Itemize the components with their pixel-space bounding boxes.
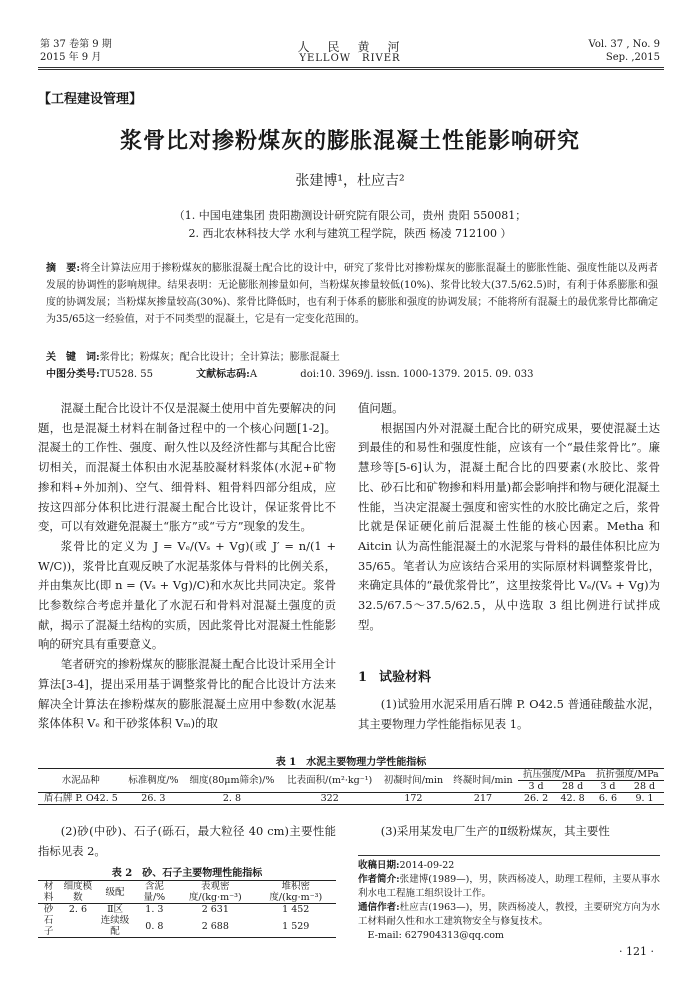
t2-h-material: 材料 xyxy=(43,881,54,903)
author-bio-1-text: 张建博(1989—)，男，陕西杨凌人，助理工程师，主要从事水利水电工程施工组织设计工作。 xyxy=(358,874,660,899)
t2-cell: 砂 xyxy=(43,904,54,915)
t1-cell: 26. 2 xyxy=(523,793,549,804)
t2-cell: 连续级配 xyxy=(100,915,130,937)
t2-cell: 1. 3 xyxy=(145,904,164,915)
left-para-1: 混凝土配合比设计不仅是混凝土使用中首先要解决的问题，也是混凝土材料在制备过程中的一个核心问题[1-2]。混凝土的工作性、强度、耐久性以及经济性都与其配合比密切相关，而混凝土体积由水泥基胶凝材料浆体(水泥+矿物掺和料+外加剂)、空气、细骨料、粗骨料四部分组成，应按这四部分体积比进行混凝土配合比设计，保证浆骨比不变，可以有效避免混凝土“胀方”或“亏方”现象的发生。 xyxy=(38,401,336,534)
t2-cell: 1 529 xyxy=(282,920,310,932)
t2-cell: 石子 xyxy=(43,915,54,937)
t1-cell: 26. 3 xyxy=(141,793,166,804)
abstract-text: 将全计算法应用于掺粉煤灰的膨胀混凝土配合比的设计中，研究了浆骨比对掺粉煤灰的膨胀混凝土的膨胀性能、强度性能以及两者发展的协调性的影响规律。结果表明：无论膨胀剂掺量如何，当粉煤灰掺量较低(10%)、浆骨比较大(37.5/62.5)时，有利于体系膨胀和强度的协调发展；当粉煤灰掺量较高(30%)、浆骨比降低时，也有利于体系的膨胀和强度的协调发展；不能将所有混凝土的最优浆骨比都确定为35/65这一经验值，对于不同类型的混凝土，它是有一定变化范围的。 xyxy=(46,263,658,325)
table-2 xyxy=(38,880,336,938)
t2-cell: 0. 8 xyxy=(145,920,164,932)
t2-cell: Ⅱ区 xyxy=(107,904,124,915)
abstract-label: 摘 要: xyxy=(46,263,81,274)
t2-cell: 1 452 xyxy=(282,904,310,915)
t1-cell: 6. 6 xyxy=(598,793,617,804)
left-para-2: 浆骨比的定义为 J = Vₑ/(Vₛ + Vg)(或 J′ = n/(1 + W/C))，浆骨比直观反映了水泥基浆体与骨料的比例关系，并由集灰比(即 n = (Vₛ + Vg)/C)和水灰比共同决定。浆骨比参数综合考虑并量化了水泥石和骨料对混凝土强度的贡献，揭示了混凝土结构的实质，因此浆骨比对混凝土性能影响的研究具有重要意义。 xyxy=(38,538,336,652)
abstract xyxy=(46,260,658,328)
volume-cn: 第 37 卷第 9 期 xyxy=(40,39,112,50)
author-bio-2 xyxy=(358,901,660,929)
section-tag: 【工程建设管理】 xyxy=(38,92,143,107)
received-label: 收稿日期: xyxy=(358,860,400,871)
t1-h-consistency: 标准稠度/% xyxy=(128,775,179,786)
t2-cell: 2. 6 xyxy=(68,904,87,915)
page-number: · 121 · xyxy=(619,945,654,958)
section-1-title: 试验材料 xyxy=(379,670,432,685)
affiliations xyxy=(0,207,700,243)
received-date xyxy=(358,859,660,873)
section-1-para-1 xyxy=(358,695,660,734)
table-2-caption: 表 2 砂、石子主要物理性能指标 xyxy=(111,868,263,879)
t1-sub-3d: 3 d xyxy=(528,781,544,792)
footnote-rule xyxy=(358,855,660,856)
volume-en: Vol. 37 , No. 9 xyxy=(588,39,660,50)
t1-h-flexural: 抗折强度/MPa xyxy=(591,769,664,781)
author-bio-1 xyxy=(358,873,660,901)
doc-code-value: A xyxy=(249,369,258,380)
affiliation-1: （1. 中国电建集团 贵阳勘测设计研究院有限公司，贵州 贵阳 550081； xyxy=(173,209,527,222)
t1-cell: 217 xyxy=(473,793,493,804)
right-column xyxy=(358,399,660,635)
t1-cell: 2. 8 xyxy=(222,793,242,804)
t2-h-grading: 级配 xyxy=(105,886,125,898)
date-cn: 2015 年 9 月 xyxy=(40,52,102,63)
section-1-para-3 xyxy=(358,822,660,842)
t2-h-bulk-density: 堆积密度/(kg·m⁻³) xyxy=(269,881,323,903)
section-1-para-3-text: (3)采用某发电厂生产的Ⅱ级粉煤灰，其主要性 xyxy=(380,824,610,838)
journal-title-cn: 人 民 黄 河 xyxy=(297,40,403,54)
received-value: 2014-09-22 xyxy=(399,860,455,871)
t1-h-surface: 比表面积/(m²·kg⁻¹) xyxy=(287,775,373,786)
t2-h-apparent-density: 表观密度/(kg·m⁻³) xyxy=(188,881,242,903)
t1-sub-28d: 28 d xyxy=(561,781,584,792)
clc-value: TU528. 55 xyxy=(99,369,153,380)
keywords-text: 浆骨比；粉煤灰；配合比设计；全计算法；膨胀混凝土 xyxy=(99,352,340,363)
t1-sub-28d-b: 28 d xyxy=(633,781,656,792)
author-bio-1-label: 作者简介: xyxy=(358,874,400,885)
section-1-heading xyxy=(358,666,431,685)
t1-h-cement: 水泥品种 xyxy=(61,775,100,786)
affiliation-2: 2. 西北农林科技大学 水利与建筑工程学院，陕西 杨凌 712100 ） xyxy=(188,227,512,240)
t1-sub-3d-b: 3 d xyxy=(600,781,616,792)
t1-h-final-set: 终凝时间/min xyxy=(453,775,513,786)
t2-h-mud: 含泥量/% xyxy=(143,881,166,903)
footnote xyxy=(358,859,660,943)
t1-cell: 9. 1 xyxy=(635,793,654,804)
doc-code-label: 文献标志码: xyxy=(196,369,250,380)
email: E-mail: 627904313@qq.com xyxy=(367,930,504,941)
t2-cell: 2 631 xyxy=(201,904,229,915)
right-para-1: 值问题。 xyxy=(358,401,404,415)
t2-h-modulus: 细度模数 xyxy=(63,881,93,903)
t1-cell: 盾石牌 P. O42. 5 xyxy=(43,793,118,804)
authors: 张建博¹，杜应吉² xyxy=(295,173,405,189)
section-1-para-2 xyxy=(38,822,336,861)
table-1-caption: 表 1 水泥主要物理力学性能指标 xyxy=(275,757,427,768)
t2-cell xyxy=(59,915,96,938)
t1-h-compressive: 抗压强度/MPa xyxy=(518,769,591,781)
clc-label: 中图分类号: xyxy=(46,369,100,380)
keywords-label: 关 键 词: xyxy=(46,352,100,363)
right-para-2: 根据国内外对混凝土配合比的研究成果，要使混凝土达到最佳的和易性和强度性能，应该有一个“最佳浆骨比”。廉慧珍等[5-6]认为，混凝土配合比的四要素(水胶比、浆骨比、砂石比和矿物掺和料用量)都会影响拌和物与硬化混凝土性能，当决定混凝土强度和密实性的水胶比确定之后，浆骨比就是保证硬化前后混凝土性能的核心因素。Metha 和 Aitcin 认为高性能混凝土的水泥浆与骨料的最佳体积比应为 35/65。笔者认为应该结合采用的实际原材料调整浆骨比，来确定具体的“最优浆骨比”，这里按浆骨比 Vₑ/(Vₛ + Vg)为 32.5/67.5～37.5/62.5，从中选取 3 组比例进行试拌成型。 xyxy=(358,420,660,632)
t1-h-fineness: 细度(80μm筛余)/% xyxy=(189,775,275,786)
section-1-para-2-text: (2)砂(中砂)、石子(砾石，最大粒径 40 cm)主要性能指标见表 2。 xyxy=(38,824,336,858)
article-meta xyxy=(46,366,658,383)
author-bio-2-text: 杜应吉(1963—)，男，陕西杨凌人，教授，主要研究方向为水工材料耐久性和水工建筑物安全与修复技术。 xyxy=(358,902,660,927)
t1-h-initial-set: 初凝时间/min xyxy=(383,775,444,786)
keywords xyxy=(46,349,658,366)
author-bio-2-label: 通信作者: xyxy=(358,902,400,913)
paper-title: 浆骨比对掺粉煤灰的膨胀混凝土性能影响研究 xyxy=(119,128,580,154)
journal-title-en: YELLOW RIVER xyxy=(299,53,401,64)
doi: doi:10. 3969/j. issn. 1000-1379. 2015. 09. 033 xyxy=(300,369,534,380)
section-1-para-1-text: (1)试验用水泥采用盾石牌 P. O42.5 普通硅酸盐水泥，其主要物理力学性能指标见表 1。 xyxy=(358,697,660,731)
header-rule-2 xyxy=(38,69,664,70)
header-rule xyxy=(38,67,664,68)
section-1-number: 1 xyxy=(358,670,368,685)
t1-cell: 42. 8 xyxy=(560,793,585,804)
date-en: Sep. ,2015 xyxy=(605,52,660,63)
table-1 xyxy=(38,768,664,805)
left-para-3: 笔者研究的掺粉煤灰的膨胀混凝土配合比设计采用全计算法[3-4]，提出采用基于调整浆骨比的配合比设计方法来解决全计算法在掺粉煤灰的膨胀混凝土应用中参数(水泥基浆体体积 Vₑ 和干砂浆体积 Vₘ)的取 xyxy=(38,657,336,731)
t1-cell: 172 xyxy=(404,793,423,804)
t1-cell: 322 xyxy=(320,793,339,804)
t2-cell: 2 688 xyxy=(201,920,229,932)
left-column xyxy=(38,399,336,734)
